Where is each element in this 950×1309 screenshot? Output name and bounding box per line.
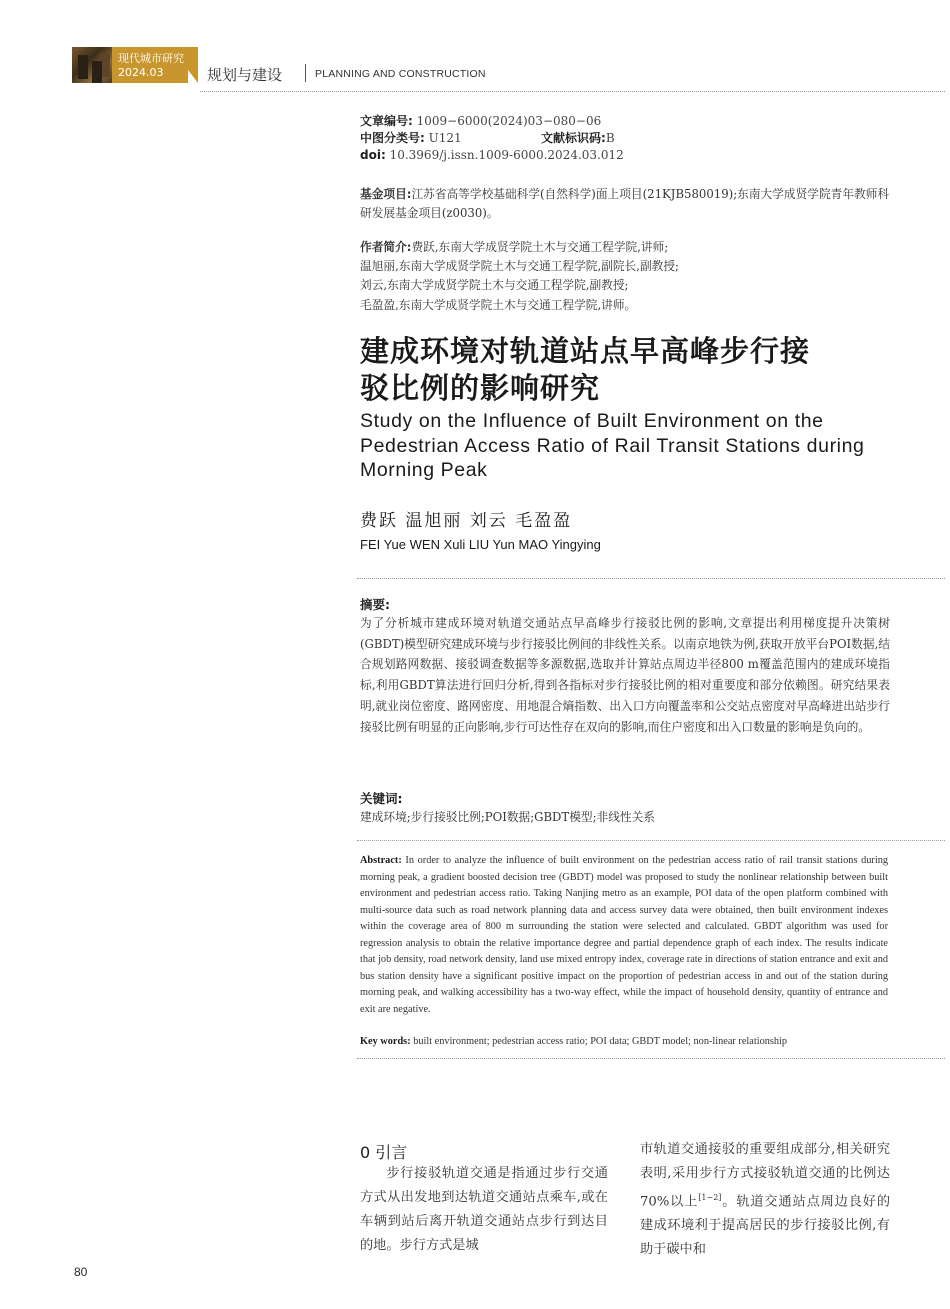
section-name-en: PLANNING AND CONSTRUCTION [315, 68, 486, 80]
abstract-mid-rule [357, 840, 945, 841]
section-divider [305, 64, 306, 82]
fund-info: 基金项目:江苏省高等学校基础科学(自然科学)面上项目(21KJB580019);东南大学成贤学院青年教师科研发展基金项目(z0030)。 [360, 187, 890, 220]
clc-number: 中图分类号: U121 [360, 131, 462, 145]
journal-issue: 2024.03 [118, 66, 164, 79]
body-column-right: 市轨道交通接驳的重要组成部分,相关研究表明,采用步行方式接驳轨道交通的比例达70%以上[1−2]。轨道交通站点周边良好的建成环境利于提高居民的步行接驳比例,有助于碳中和 [640, 1142, 891, 1258]
journal-name: 现代城市研究 [118, 52, 184, 65]
journal-badge [72, 47, 198, 83]
abstract-cn-label: 摘要: [360, 597, 390, 612]
keywords-en: Key words: built environment; pedestrian access ratio; POI data; GBDT model; non-linear relationship [360, 1036, 788, 1047]
author-info-line: 毛盈盈,东南大学成贤学院土木与交通工程学院,讲师。 [360, 297, 637, 312]
authors-en: FEI Yue WEN Xuli LIU Yun MAO Yingying [360, 537, 601, 552]
abstract-en: Abstract: In order to analyze the influence of built environment on the pedestrian access ratio of rail transit stations during morning peak, a gradient boosted decision tree (GBDT) model was proposed to study the nonlinear relationship between built environment and pedestrian access ratio. Taking Nanjing metro as an example, POI data of the open platform combined with multi-source data such as road network planning data and access survey data were obtained, then built environment indexes within the coverage area of 800 m surrounding the station were selected and calculated. GBDT algorithm was used for regression analysis to obtain the relative importance degree and partial dependence graph of each index. The results indicate that job density, road network density, land use mixed entropy index, coverage rate in directions of station entrance and exit and bus station density have a significant positive impact on the proportion of pedestrian access in and out of the station during morning peak, and walking accessibility has a two-way effect, while the impact of household density, quantity of entrance and exit are negative. [360, 855, 888, 1015]
article-number: 文章编号: 1009−6000(2024)03−080−06 [360, 114, 602, 128]
journal-logo-photo [72, 47, 112, 83]
doi: doi: 10.3969/j.issn.1009-6000.2024.03.012 [360, 148, 624, 162]
abstract-bottom-rule [357, 1058, 945, 1059]
author-info [360, 238, 890, 315]
section-name-cn: 规划与建设 [207, 66, 283, 84]
reference-marker[interactable]: [1−2] [698, 1193, 722, 1202]
author-info-line: 作者简介:费跃,东南大学成贤学院土木与交通工程学院,讲师; [360, 240, 669, 254]
author-info-line: 温旭丽,东南大学成贤学院土木与交通工程学院,副院长,副教授; [360, 259, 679, 274]
authors-cn: 费跃 温旭丽 刘云 毛盈盈 [360, 511, 573, 531]
header-rule [200, 91, 945, 92]
title-cn: 建成环境对轨道站点早高峰步行接 驳比例的影响研究 [360, 334, 811, 405]
author-info-line: 刘云,东南大学成贤学院土木与交通工程学院,副教授; [360, 278, 629, 293]
section-heading-introduction: 0 引言 [360, 1143, 408, 1162]
title-en: Study on the Influence of Built Environment on the Pedestrian Access Ratio of Rail Transit Stations during Morning Peak [360, 410, 865, 481]
keywords-cn-label: 关键词: [360, 791, 403, 806]
abstract-cn-text: 为了分析城市建成环境对轨道交通站点早高峰步行接驳比例的影响,文章提出利用梯度提升决策树(GBDT)模型研究建成环境与步行接驳比例间的非线性关系。以南京地铁为例,获取开放平台POI数据,结合规划路网数据、接驳调查数据等多源数据,选取并计算站点周边半径800 m覆盖范围内的建成环境指标,利用GBDT算法进行回归分析,得到各指标对步行接驳比例的相对重要度和部分依赖图。研究结果表明,就业岗位密度、路网密度、用地混合熵指数、出入口方向覆盖率和公交站点密度对早高峰进出站步行接驳比例有明显的正向影响,步行可达性存在双向的影响,而住户密度和出入口数量的影响是负向的。 [360, 616, 890, 734]
badge-corner-decoration [188, 70, 198, 83]
body-column-left: 步行接驳轨道交通是指通过步行交通方式从出发地到达轨道交通站点乘车,或在车辆到站后离开轨道交通站点步行到达目的地。步行方式是城 [360, 1166, 608, 1253]
page-number: 80 [74, 1265, 88, 1279]
abstract-top-rule [357, 578, 945, 579]
document-code: 文献标识码:B [541, 131, 615, 145]
keywords-cn-text: 建成环境;步行接驳比例;POI数据;GBDT模型;非线性关系 [360, 810, 655, 824]
